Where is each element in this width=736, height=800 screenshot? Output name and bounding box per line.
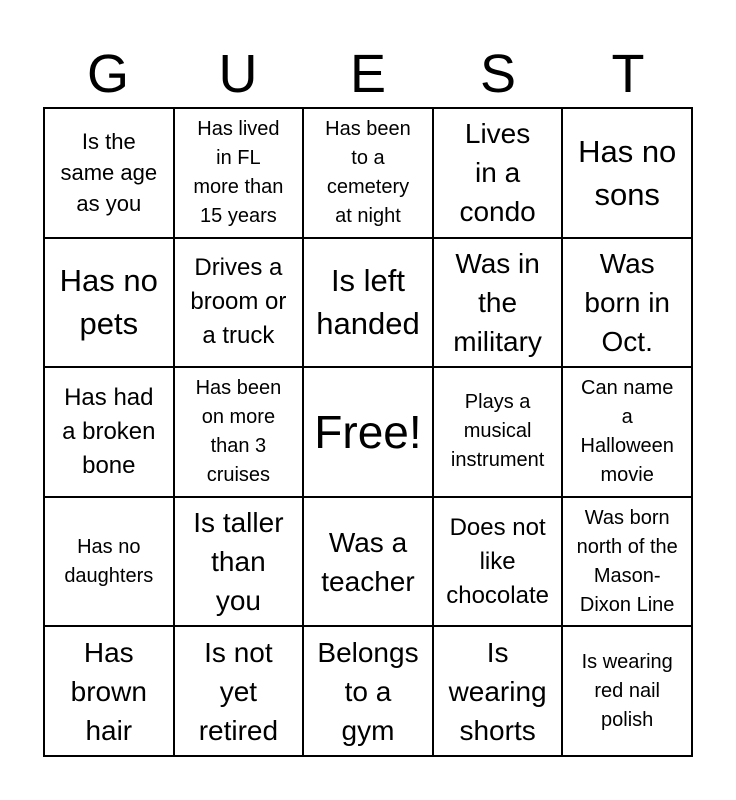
header-letter-e: E <box>349 44 387 104</box>
bingo-cell[interactable] <box>562 238 692 368</box>
bingo-cell-text: Lives in a condo <box>459 118 536 228</box>
bingo-cell[interactable] <box>44 626 174 756</box>
bingo-cell-text: Was born in Oct. <box>584 247 670 357</box>
bingo-cell-text: Is wearing red nail polish <box>581 650 673 731</box>
bingo-cell-text: Has been to a cemetery at night <box>325 117 411 227</box>
bingo-cell[interactable] <box>562 367 692 497</box>
bingo-cell[interactable] <box>174 497 304 627</box>
bingo-cell[interactable] <box>433 367 563 497</box>
bingo-cell-text: Has brown hair <box>70 636 147 746</box>
bingo-cell-text: Has had a broken bone <box>62 383 156 479</box>
header-letter-u: U <box>218 44 258 104</box>
bingo-cell-text: Free! <box>314 405 422 458</box>
bingo-cell[interactable] <box>562 497 692 627</box>
bingo-header <box>43 42 693 106</box>
bingo-cell[interactable] <box>303 626 433 756</box>
bingo-cell-text: Has lived in FL more than 15 years <box>193 117 284 227</box>
bingo-cell[interactable] <box>303 497 433 627</box>
header-letter-s: S <box>479 44 517 104</box>
bingo-cell[interactable] <box>174 626 304 756</box>
bingo-cell[interactable] <box>44 367 174 497</box>
bingo-cell[interactable] <box>44 497 174 627</box>
bingo-cell-text: Does not like chocolate <box>446 513 549 609</box>
bingo-cell[interactable] <box>174 367 304 497</box>
bingo-cell[interactable] <box>303 238 433 368</box>
header-letter-t: T <box>611 44 645 104</box>
bingo-cell-text: Drives a broom or a truck <box>190 254 287 350</box>
bingo-cell-text: Can name a Halloween movie <box>580 376 674 486</box>
bingo-cell-text: Is taller than you <box>193 507 284 617</box>
bingo-cell-text: Belongs to a gym <box>317 636 419 746</box>
bingo-cell[interactable] <box>433 108 563 238</box>
bingo-cell-text: Has been on more than 3 cruises <box>195 376 282 486</box>
bingo-cell[interactable] <box>174 108 304 238</box>
bingo-cell-text: Was born north of the Mason- Dixon Line <box>576 506 678 616</box>
bingo-cell[interactable] <box>303 108 433 238</box>
header-letter-g: G <box>86 44 129 104</box>
bingo-cell-text: Is wearing shorts <box>448 636 547 746</box>
bingo-cell-text: Is the same age as you <box>60 129 158 217</box>
bingo-cell[interactable] <box>44 238 174 368</box>
bingo-cell[interactable] <box>433 626 563 756</box>
bingo-cell-text: Has no pets <box>59 263 158 342</box>
bingo-grid <box>43 107 693 757</box>
bingo-cell[interactable] <box>433 497 563 627</box>
bingo-cell-text: Was a teacher <box>321 526 415 597</box>
bingo-cell-text: Was in the military <box>453 247 542 357</box>
bingo-cell-text: Has no daughters <box>64 535 154 587</box>
bingo-cell[interactable] <box>433 238 563 368</box>
bingo-cell[interactable] <box>562 626 692 756</box>
bingo-cell[interactable] <box>44 108 174 238</box>
bingo-cell-text: Is left handed <box>316 263 420 342</box>
bingo-cell[interactable] <box>303 367 433 497</box>
bingo-cell-text: Is not yet retired <box>198 636 279 746</box>
bingo-cell[interactable] <box>174 238 304 368</box>
bingo-cell-text: Plays a musical instrument <box>450 391 545 472</box>
bingo-cell-text: Has no sons <box>578 133 677 212</box>
bingo-cell[interactable] <box>562 108 692 238</box>
